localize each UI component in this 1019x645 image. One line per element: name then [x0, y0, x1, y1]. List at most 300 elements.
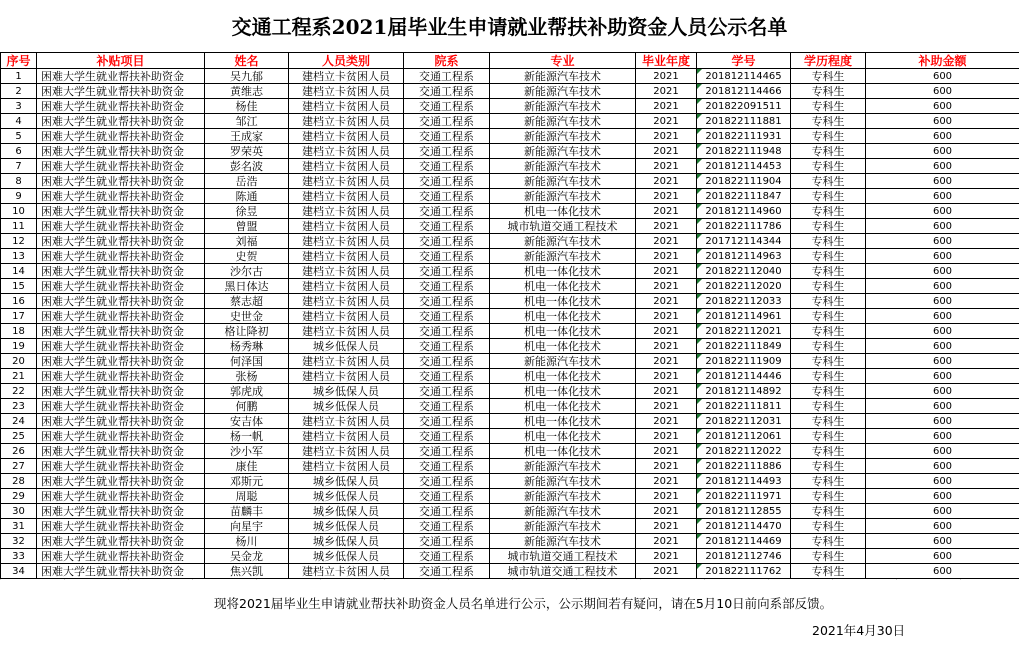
table-cell[interactable]: 交通工程系	[404, 369, 490, 384]
table-cell[interactable]: 城乡低保人员	[289, 399, 404, 414]
table-cell[interactable]: 新能源汽车技术	[490, 189, 636, 204]
table-cell[interactable]: 交通工程系	[404, 504, 490, 519]
table-cell[interactable]: 机电一体化技术	[490, 414, 636, 429]
table-cell[interactable]: 600	[866, 69, 1019, 84]
table-cell[interactable]: 2021	[636, 549, 697, 564]
table-cell[interactable]: 25	[1, 429, 37, 444]
table-cell[interactable]: 建档立卡贫困人员	[289, 429, 404, 444]
table-cell[interactable]: 城市轨道交通工程技术	[490, 219, 636, 234]
table-cell[interactable]: 新能源汽车技术	[490, 69, 636, 84]
table-cell[interactable]: 专科生	[791, 444, 866, 459]
table-cell[interactable]: 城乡低保人员	[289, 384, 404, 399]
table-cell[interactable]: 2021	[636, 414, 697, 429]
table-cell[interactable]: 机电一体化技术	[490, 339, 636, 354]
table-cell[interactable]: 2021	[636, 294, 697, 309]
table-cell[interactable]: 沙小军	[205, 444, 289, 459]
table-cell[interactable]: 杨一帆	[205, 429, 289, 444]
table-cell[interactable]: 困难大学生就业帮扶补助资金	[37, 549, 205, 564]
table-cell[interactable]: 201822111847	[697, 189, 791, 204]
table-cell[interactable]: 困难大学生就业帮扶补助资金	[37, 429, 205, 444]
table-cell[interactable]: 201812114453	[697, 159, 791, 174]
table-cell[interactable]: 格让降初	[205, 324, 289, 339]
table-cell[interactable]: 2021	[636, 534, 697, 549]
table-cell[interactable]: 吴九郁	[205, 69, 289, 84]
table-cell[interactable]: 新能源汽车技术	[490, 534, 636, 549]
table-cell[interactable]: 201822111786	[697, 219, 791, 234]
table-cell[interactable]: 困难大学生就业帮扶补助资金	[37, 444, 205, 459]
table-cell[interactable]: 专科生	[791, 339, 866, 354]
table-cell[interactable]: 交通工程系	[404, 279, 490, 294]
table-cell[interactable]: 困难大学生就业帮扶补助资金	[37, 459, 205, 474]
table-cell[interactable]: 困难大学生就业帮扶补助资金	[37, 474, 205, 489]
table-cell[interactable]: 沙尔古	[205, 264, 289, 279]
table-cell[interactable]: 专科生	[791, 234, 866, 249]
table-cell[interactable]: 2021	[636, 264, 697, 279]
table-cell[interactable]: 600	[866, 249, 1019, 264]
table-cell[interactable]: 城乡低保人员	[289, 519, 404, 534]
table-cell[interactable]: 201822112020	[697, 279, 791, 294]
table-cell[interactable]: 交通工程系	[404, 249, 490, 264]
table-cell[interactable]: 建档立卡贫困人员	[289, 204, 404, 219]
table-cell[interactable]: 新能源汽车技术	[490, 504, 636, 519]
table-cell[interactable]: 600	[866, 339, 1019, 354]
table-cell[interactable]: 201712114344	[697, 234, 791, 249]
table-cell[interactable]: 建档立卡贫困人员	[289, 129, 404, 144]
table-cell[interactable]: 交通工程系	[404, 159, 490, 174]
table-cell[interactable]: 困难大学生就业帮扶补助资金	[37, 114, 205, 129]
table-cell[interactable]: 新能源汽车技术	[490, 114, 636, 129]
table-cell[interactable]: 困难大学生就业帮扶补助资金	[37, 129, 205, 144]
table-cell[interactable]: 机电一体化技术	[490, 294, 636, 309]
table-cell[interactable]: 交通工程系	[404, 564, 490, 579]
table-cell[interactable]: 新能源汽车技术	[490, 129, 636, 144]
table-cell[interactable]: 向星宇	[205, 519, 289, 534]
table-cell[interactable]: 2021	[636, 99, 697, 114]
table-cell[interactable]: 建档立卡贫困人员	[289, 444, 404, 459]
table-cell[interactable]: 600	[866, 459, 1019, 474]
table-cell[interactable]: 201822112040	[697, 264, 791, 279]
table-cell[interactable]: 32	[1, 534, 37, 549]
table-cell[interactable]: 30	[1, 504, 37, 519]
table-cell[interactable]: 600	[866, 84, 1019, 99]
table-cell[interactable]: 建档立卡贫困人员	[289, 219, 404, 234]
table-cell[interactable]: 建档立卡贫困人员	[289, 249, 404, 264]
table-cell[interactable]: 交通工程系	[404, 474, 490, 489]
table-cell[interactable]: 机电一体化技术	[490, 309, 636, 324]
table-cell[interactable]: 专科生	[791, 84, 866, 99]
table-cell[interactable]: 29	[1, 489, 37, 504]
table-cell[interactable]: 建档立卡贫困人员	[289, 324, 404, 339]
table-cell[interactable]: 专科生	[791, 369, 866, 384]
table-cell[interactable]: 陈通	[205, 189, 289, 204]
table-cell[interactable]: 201812114465	[697, 69, 791, 84]
table-cell[interactable]: 专科生	[791, 114, 866, 129]
table-cell[interactable]: 600	[866, 144, 1019, 159]
table-cell[interactable]: 2021	[636, 234, 697, 249]
table-cell[interactable]: 201822111762	[697, 564, 791, 579]
table-cell[interactable]: 建档立卡贫困人员	[289, 369, 404, 384]
table-cell[interactable]: 600	[866, 159, 1019, 174]
table-cell[interactable]: 杨秀琳	[205, 339, 289, 354]
table-cell[interactable]: 2021	[636, 219, 697, 234]
header-cell[interactable]: 补助金额	[866, 53, 1019, 69]
table-cell[interactable]: 2021	[636, 249, 697, 264]
table-cell[interactable]: 2021	[636, 339, 697, 354]
table-cell[interactable]: 600	[866, 549, 1019, 564]
table-cell[interactable]: 困难大学生就业帮扶补助资金	[37, 564, 205, 579]
table-cell[interactable]: 交通工程系	[404, 144, 490, 159]
table-cell[interactable]: 600	[866, 534, 1019, 549]
table-cell[interactable]: 机电一体化技术	[490, 384, 636, 399]
table-cell[interactable]: 2021	[636, 369, 697, 384]
table-cell[interactable]: 专科生	[791, 69, 866, 84]
table-cell[interactable]: 专科生	[791, 519, 866, 534]
table-cell[interactable]: 201812112061	[697, 429, 791, 444]
table-cell[interactable]: 新能源汽车技术	[490, 249, 636, 264]
table-cell[interactable]: 困难大学生就业帮扶补助资金	[37, 234, 205, 249]
table-cell[interactable]: 困难大学生就业帮扶补助资金	[37, 519, 205, 534]
table-cell[interactable]: 专科生	[791, 309, 866, 324]
table-cell[interactable]: 201812114470	[697, 519, 791, 534]
table-cell[interactable]: 困难大学生就业帮扶补助资金	[37, 309, 205, 324]
table-cell[interactable]: 201812114892	[697, 384, 791, 399]
table-cell[interactable]: 困难大学生就业帮扶补助资金	[37, 249, 205, 264]
table-cell[interactable]: 周聪	[205, 489, 289, 504]
table-cell[interactable]: 专科生	[791, 189, 866, 204]
table-cell[interactable]: 困难大学生就业帮扶补助资金	[37, 144, 205, 159]
table-cell[interactable]: 交通工程系	[404, 399, 490, 414]
table-cell[interactable]: 7	[1, 159, 37, 174]
table-cell[interactable]: 史世金	[205, 309, 289, 324]
table-cell[interactable]: 专科生	[791, 414, 866, 429]
table-cell[interactable]: 2021	[636, 159, 697, 174]
table-cell[interactable]: 专科生	[791, 174, 866, 189]
table-cell[interactable]: 600	[866, 369, 1019, 384]
table-cell[interactable]: 600	[866, 489, 1019, 504]
table-cell[interactable]: 蔡志超	[205, 294, 289, 309]
table-cell[interactable]: 新能源汽车技术	[490, 489, 636, 504]
table-cell[interactable]: 新能源汽车技术	[490, 354, 636, 369]
table-cell[interactable]: 2021	[636, 489, 697, 504]
table-cell[interactable]: 201812114963	[697, 249, 791, 264]
table-cell[interactable]: 201822112021	[697, 324, 791, 339]
table-cell[interactable]: 2	[1, 84, 37, 99]
table-cell[interactable]: 8	[1, 174, 37, 189]
table-cell[interactable]: 专科生	[791, 534, 866, 549]
table-cell[interactable]: 新能源汽车技术	[490, 159, 636, 174]
header-cell[interactable]: 毕业年度	[636, 53, 697, 69]
table-cell[interactable]: 黑日体达	[205, 279, 289, 294]
table-cell[interactable]: 城市轨道交通工程技术	[490, 564, 636, 579]
table-cell[interactable]: 建档立卡贫困人员	[289, 189, 404, 204]
table-cell[interactable]: 专科生	[791, 264, 866, 279]
table-cell[interactable]: 26	[1, 444, 37, 459]
table-cell[interactable]: 交通工程系	[404, 219, 490, 234]
table-cell[interactable]: 专科生	[791, 564, 866, 579]
table-cell[interactable]: 城市轨道交通工程技术	[490, 549, 636, 564]
table-cell[interactable]: 杨川	[205, 534, 289, 549]
table-cell[interactable]: 2021	[636, 279, 697, 294]
table-cell[interactable]: 201812114960	[697, 204, 791, 219]
table-cell[interactable]: 交通工程系	[404, 324, 490, 339]
table-cell[interactable]: 专科生	[791, 219, 866, 234]
table-cell[interactable]: 刘福	[205, 234, 289, 249]
table-cell[interactable]: 2021	[636, 519, 697, 534]
table-cell[interactable]: 徐昱	[205, 204, 289, 219]
table-cell[interactable]: 困难大学生就业帮扶补助资金	[37, 324, 205, 339]
table-cell[interactable]: 专科生	[791, 459, 866, 474]
table-cell[interactable]: 郭虎成	[205, 384, 289, 399]
table-cell[interactable]: 专科生	[791, 159, 866, 174]
table-cell[interactable]: 600	[866, 504, 1019, 519]
table-cell[interactable]: 专科生	[791, 549, 866, 564]
table-cell[interactable]: 交通工程系	[404, 459, 490, 474]
table-cell[interactable]: 2021	[636, 444, 697, 459]
table-cell[interactable]: 31	[1, 519, 37, 534]
header-cell[interactable]: 序号	[1, 53, 37, 69]
table-cell[interactable]: 交通工程系	[404, 534, 490, 549]
table-cell[interactable]: 600	[866, 399, 1019, 414]
table-cell[interactable]: 交通工程系	[404, 549, 490, 564]
table-cell[interactable]: 交通工程系	[404, 174, 490, 189]
header-cell[interactable]: 学历程度	[791, 53, 866, 69]
table-cell[interactable]: 新能源汽车技术	[490, 84, 636, 99]
table-cell[interactable]: 3	[1, 99, 37, 114]
table-cell[interactable]: 专科生	[791, 354, 866, 369]
table-cell[interactable]: 2021	[636, 84, 697, 99]
table-cell[interactable]: 困难大学生就业帮扶补助资金	[37, 414, 205, 429]
table-cell[interactable]: 罗荣英	[205, 144, 289, 159]
table-cell[interactable]: 22	[1, 384, 37, 399]
table-cell[interactable]: 王成家	[205, 129, 289, 144]
table-cell[interactable]: 11	[1, 219, 37, 234]
table-cell[interactable]: 困难大学生就业帮扶补助资金	[37, 399, 205, 414]
table-cell[interactable]: 建档立卡贫困人员	[289, 354, 404, 369]
table-cell[interactable]: 201822111886	[697, 459, 791, 474]
table-cell[interactable]: 600	[866, 234, 1019, 249]
table-cell[interactable]: 17	[1, 309, 37, 324]
table-cell[interactable]: 新能源汽车技术	[490, 144, 636, 159]
header-cell[interactable]: 学号	[697, 53, 791, 69]
table-cell[interactable]: 专科生	[791, 129, 866, 144]
table-cell[interactable]: 201822111971	[697, 489, 791, 504]
table-cell[interactable]: 机电一体化技术	[490, 429, 636, 444]
table-cell[interactable]: 2021	[636, 399, 697, 414]
table-cell[interactable]: 201822112022	[697, 444, 791, 459]
table-cell[interactable]: 201812112855	[697, 504, 791, 519]
table-cell[interactable]: 建档立卡贫困人员	[289, 564, 404, 579]
table-cell[interactable]: 交通工程系	[404, 234, 490, 249]
table-cell[interactable]: 建档立卡贫困人员	[289, 159, 404, 174]
table-cell[interactable]: 张杨	[205, 369, 289, 384]
table-cell[interactable]: 28	[1, 474, 37, 489]
table-cell[interactable]: 困难大学生就业帮扶补助资金	[37, 489, 205, 504]
table-cell[interactable]: 吴金龙	[205, 549, 289, 564]
table-cell[interactable]: 康佳	[205, 459, 289, 474]
table-cell[interactable]: 5	[1, 129, 37, 144]
table-cell[interactable]: 600	[866, 204, 1019, 219]
table-cell[interactable]: 建档立卡贫困人员	[289, 414, 404, 429]
table-cell[interactable]: 焦兴凯	[205, 564, 289, 579]
table-cell[interactable]: 建档立卡贫困人员	[289, 174, 404, 189]
table-cell[interactable]: 2021	[636, 309, 697, 324]
table-cell[interactable]: 2021	[636, 204, 697, 219]
table-cell[interactable]: 机电一体化技术	[490, 324, 636, 339]
table-cell[interactable]: 专科生	[791, 504, 866, 519]
table-cell[interactable]: 建档立卡贫困人员	[289, 264, 404, 279]
table-cell[interactable]: 困难大学生就业帮扶补助资金	[37, 99, 205, 114]
table-cell[interactable]: 21	[1, 369, 37, 384]
table-cell[interactable]: 新能源汽车技术	[490, 174, 636, 189]
table-cell[interactable]: 2021	[636, 504, 697, 519]
table-cell[interactable]: 新能源汽车技术	[490, 474, 636, 489]
table-cell[interactable]: 城乡低保人员	[289, 534, 404, 549]
table-cell[interactable]: 困难大学生就业帮扶补助资金	[37, 174, 205, 189]
table-cell[interactable]: 新能源汽车技术	[490, 459, 636, 474]
table-cell[interactable]: 1	[1, 69, 37, 84]
table-cell[interactable]: 201822111881	[697, 114, 791, 129]
table-cell[interactable]: 安吉体	[205, 414, 289, 429]
table-cell[interactable]: 600	[866, 414, 1019, 429]
table-cell[interactable]: 交通工程系	[404, 354, 490, 369]
table-cell[interactable]: 城乡低保人员	[289, 489, 404, 504]
table-cell[interactable]: 交通工程系	[404, 99, 490, 114]
table-cell[interactable]: 建档立卡贫困人员	[289, 279, 404, 294]
table-cell[interactable]: 交通工程系	[404, 189, 490, 204]
table-cell[interactable]: 600	[866, 309, 1019, 324]
table-cell[interactable]: 600	[866, 174, 1019, 189]
table-cell[interactable]: 600	[866, 354, 1019, 369]
table-cell[interactable]: 34	[1, 564, 37, 579]
table-cell[interactable]: 机电一体化技术	[490, 264, 636, 279]
table-cell[interactable]: 600	[866, 444, 1019, 459]
table-cell[interactable]: 困难大学生就业帮扶补助资金	[37, 354, 205, 369]
table-cell[interactable]: 困难大学生就业帮扶补助资金	[37, 204, 205, 219]
table-cell[interactable]: 交通工程系	[404, 264, 490, 279]
table-cell[interactable]: 交通工程系	[404, 414, 490, 429]
table-cell[interactable]: 机电一体化技术	[490, 444, 636, 459]
table-cell[interactable]: 专科生	[791, 204, 866, 219]
table-cell[interactable]: 201812114446	[697, 369, 791, 384]
table-cell[interactable]: 困难大学生就业帮扶补助资金	[37, 219, 205, 234]
table-cell[interactable]: 13	[1, 249, 37, 264]
table-cell[interactable]: 2021	[636, 114, 697, 129]
table-cell[interactable]: 15	[1, 279, 37, 294]
table-cell[interactable]: 16	[1, 294, 37, 309]
table-cell[interactable]: 600	[866, 384, 1019, 399]
table-cell[interactable]: 600	[866, 219, 1019, 234]
table-cell[interactable]: 交通工程系	[404, 129, 490, 144]
table-cell[interactable]: 201822111904	[697, 174, 791, 189]
table-cell[interactable]: 邓斯元	[205, 474, 289, 489]
table-cell[interactable]: 困难大学生就业帮扶补助资金	[37, 294, 205, 309]
table-cell[interactable]: 201812112746	[697, 549, 791, 564]
table-cell[interactable]: 2021	[636, 129, 697, 144]
table-cell[interactable]: 建档立卡贫困人员	[289, 114, 404, 129]
table-cell[interactable]: 建档立卡贫困人员	[289, 144, 404, 159]
table-cell[interactable]: 600	[866, 279, 1019, 294]
table-cell[interactable]: 史贺	[205, 249, 289, 264]
header-cell[interactable]: 姓名	[205, 53, 289, 69]
table-cell[interactable]: 新能源汽车技术	[490, 519, 636, 534]
table-cell[interactable]: 专科生	[791, 279, 866, 294]
table-cell[interactable]: 6	[1, 144, 37, 159]
header-cell[interactable]: 专业	[490, 53, 636, 69]
table-cell[interactable]: 建档立卡贫困人员	[289, 234, 404, 249]
table-cell[interactable]: 19	[1, 339, 37, 354]
table-cell[interactable]: 交通工程系	[404, 294, 490, 309]
table-cell[interactable]: 2021	[636, 384, 697, 399]
table-cell[interactable]: 专科生	[791, 294, 866, 309]
table-cell[interactable]: 新能源汽车技术	[490, 99, 636, 114]
table-cell[interactable]: 201822111849	[697, 339, 791, 354]
table-cell[interactable]: 201822111909	[697, 354, 791, 369]
table-cell[interactable]: 201822091511	[697, 99, 791, 114]
table-cell[interactable]: 交通工程系	[404, 339, 490, 354]
table-cell[interactable]: 困难大学生就业帮扶补助资金	[37, 279, 205, 294]
header-cell[interactable]: 人员类别	[289, 53, 404, 69]
table-cell[interactable]: 23	[1, 399, 37, 414]
table-cell[interactable]: 建档立卡贫困人员	[289, 459, 404, 474]
table-cell[interactable]: 600	[866, 564, 1019, 579]
table-cell[interactable]: 2021	[636, 144, 697, 159]
table-cell[interactable]: 困难大学生就业帮扶补助资金	[37, 84, 205, 99]
table-cell[interactable]: 困难大学生就业帮扶补助资金	[37, 504, 205, 519]
table-cell[interactable]: 600	[866, 129, 1019, 144]
header-cell[interactable]: 院系	[404, 53, 490, 69]
table-cell[interactable]: 城乡低保人员	[289, 339, 404, 354]
table-cell[interactable]: 201812114469	[697, 534, 791, 549]
table-cell[interactable]: 困难大学生就业帮扶补助资金	[37, 534, 205, 549]
table-cell[interactable]: 600	[866, 519, 1019, 534]
table-cell[interactable]: 机电一体化技术	[490, 369, 636, 384]
table-cell[interactable]: 机电一体化技术	[490, 279, 636, 294]
table-cell[interactable]: 困难大学生就业帮扶补助资金	[37, 69, 205, 84]
table-cell[interactable]: 困难大学生就业帮扶补助资金	[37, 159, 205, 174]
table-cell[interactable]: 黄维志	[205, 84, 289, 99]
table-cell[interactable]: 600	[866, 264, 1019, 279]
table-cell[interactable]: 600	[866, 324, 1019, 339]
table-cell[interactable]: 专科生	[791, 249, 866, 264]
table-cell[interactable]: 600	[866, 294, 1019, 309]
table-cell[interactable]: 困难大学生就业帮扶补助资金	[37, 369, 205, 384]
table-cell[interactable]: 新能源汽车技术	[490, 234, 636, 249]
table-cell[interactable]: 苗麟丰	[205, 504, 289, 519]
table-cell[interactable]: 建档立卡贫困人员	[289, 84, 404, 99]
table-cell[interactable]: 专科生	[791, 429, 866, 444]
table-cell[interactable]: 600	[866, 99, 1019, 114]
table-cell[interactable]: 专科生	[791, 144, 866, 159]
table-cell[interactable]: 2021	[636, 474, 697, 489]
table-cell[interactable]: 201812114493	[697, 474, 791, 489]
table-cell[interactable]: 4	[1, 114, 37, 129]
table-cell[interactable]: 18	[1, 324, 37, 339]
table-cell[interactable]: 9	[1, 189, 37, 204]
table-cell[interactable]: 600	[866, 474, 1019, 489]
table-cell[interactable]: 专科生	[791, 99, 866, 114]
table-cell[interactable]: 33	[1, 549, 37, 564]
table-cell[interactable]: 交通工程系	[404, 384, 490, 399]
table-cell[interactable]: 何泽国	[205, 354, 289, 369]
table-cell[interactable]: 建档立卡贫困人员	[289, 294, 404, 309]
table-cell[interactable]: 交通工程系	[404, 519, 490, 534]
table-cell[interactable]: 专科生	[791, 399, 866, 414]
table-cell[interactable]: 城乡低保人员	[289, 474, 404, 489]
table-cell[interactable]: 困难大学生就业帮扶补助资金	[37, 384, 205, 399]
table-cell[interactable]: 专科生	[791, 384, 866, 399]
table-cell[interactable]: 2021	[636, 324, 697, 339]
table-cell[interactable]: 600	[866, 114, 1019, 129]
